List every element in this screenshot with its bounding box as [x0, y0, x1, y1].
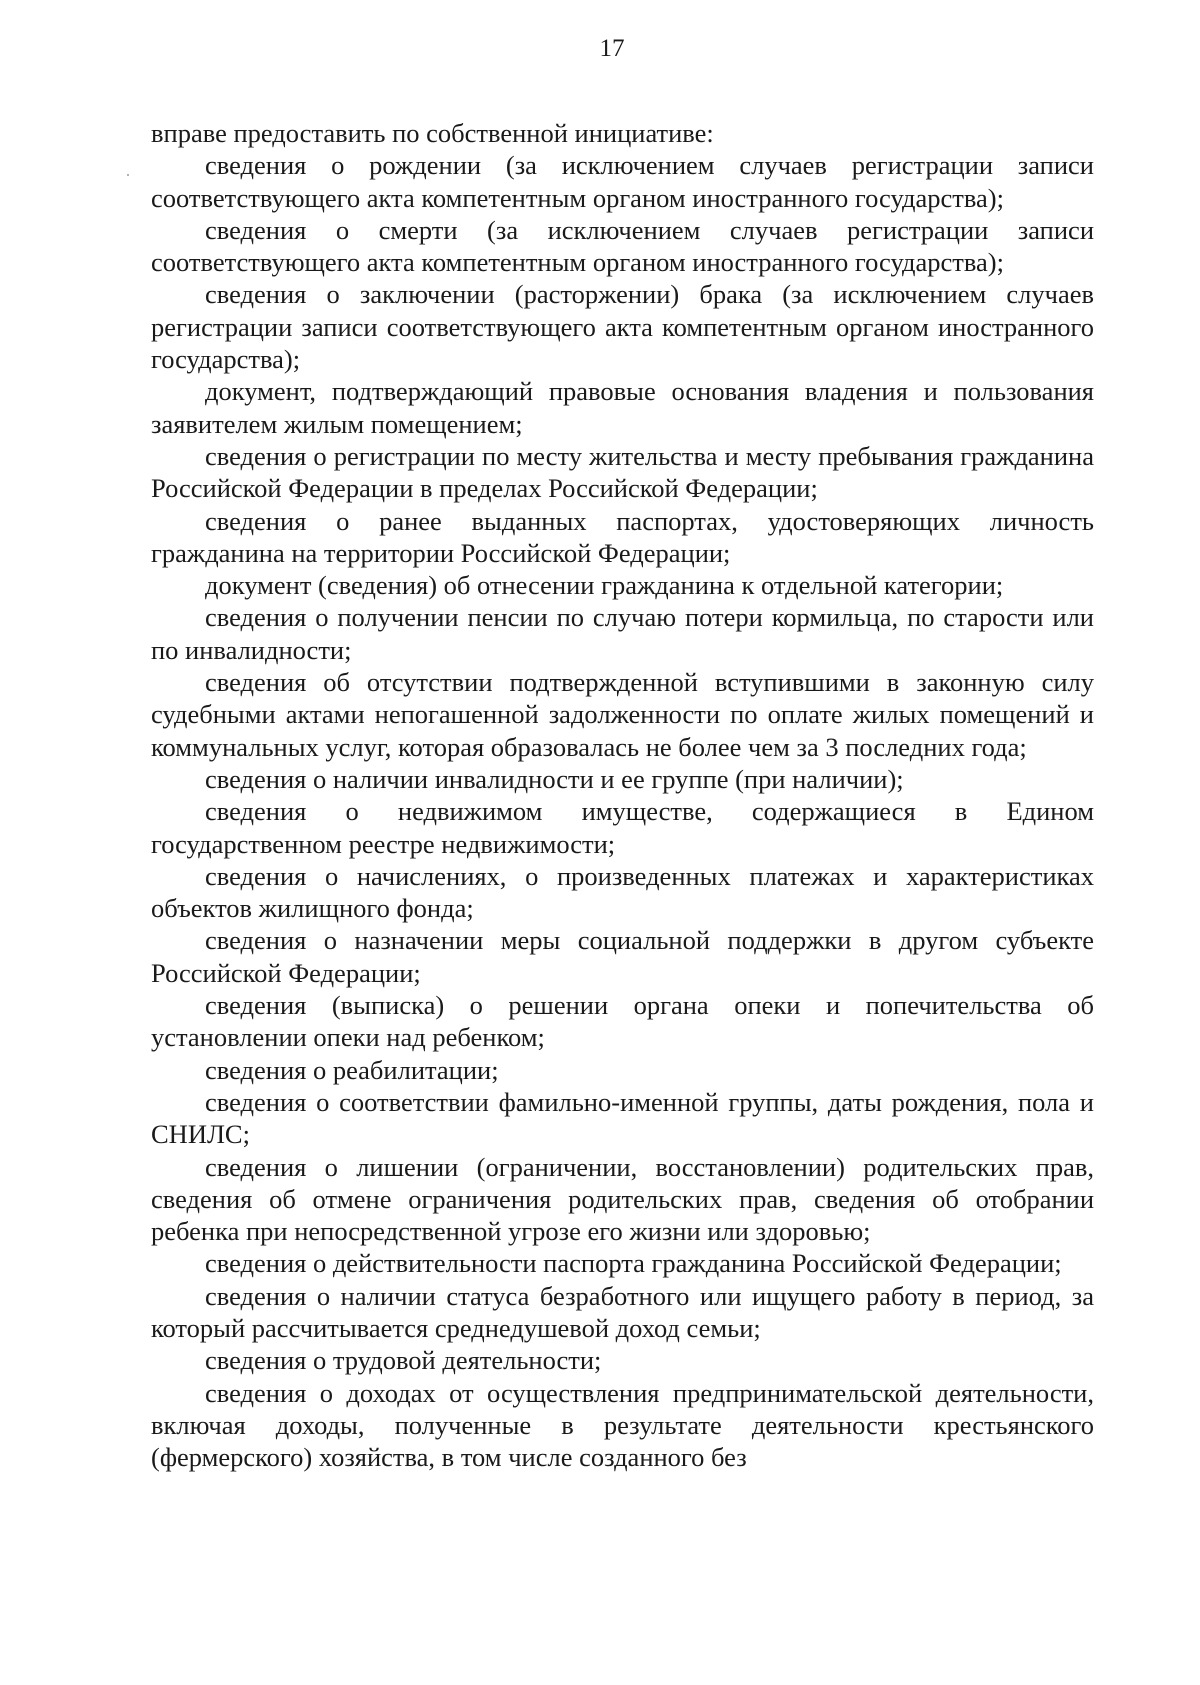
paragraph: сведения о наличии статуса безработного или ищущего работу в период, за который рассчитывается среднедушевой доход семьи;: [151, 1280, 1094, 1343]
paragraph: документ (сведения) об отнесении гражданина к отдельной категории;: [205, 570, 1004, 601]
paragraph: сведения о действительности паспорта гражданина Российской Федерации;: [205, 1248, 1062, 1279]
paragraph: сведения о назначении меры социальной поддержки в другом субъекте Российской Федерации;: [151, 925, 1094, 988]
paragraph: сведения о реабилитации;: [205, 1054, 499, 1085]
scan-artifact: [127, 174, 129, 176]
paragraph: сведения о трудовой деятельности;: [205, 1345, 602, 1376]
paragraph: сведения о лишении (ограничении, восстановлении) родительских прав, сведения об отмене ограничения родительских прав, сведения об отобрании ребенка при непосредственной угрозе его жизни или здоровью;: [151, 1151, 1094, 1247]
paragraph: сведения о наличии инвалидности и ее группе (при наличии);: [205, 763, 904, 794]
paragraph: сведения о заключении (расторжении) брака (за исключением случаев регистрации записи соответствующего акта компетентным органом иностранного государства);: [151, 279, 1094, 375]
paragraph: сведения об отсутствии подтвержденной вступившими в законную силу судебными актами непогашенной задолженности по оплате жилых помещений и коммунальных услуг, которая образовалась не более чем за 3 последних года;: [151, 667, 1094, 762]
paragraph: сведения (выписка) о решении органа опеки и попечительства об установлении опеки над ребенком;: [151, 990, 1094, 1053]
page-number: 17: [599, 35, 625, 62]
paragraph: сведения о рождении (за исключением случаев регистрации записи соответствующего акта компетентным органом иностранного государства);: [151, 150, 1094, 213]
paragraph: сведения о недвижимом имуществе, содержащиеся в Едином государственном реестре недвижимости;: [151, 796, 1094, 859]
paragraph: документ, подтверждающий правовые основания владения и пользования заявителем жилым помещением;: [151, 376, 1094, 439]
paragraph: сведения о соответствии фамильно-именной группы, даты рождения, пола и СНИЛС;: [151, 1086, 1094, 1150]
paragraph: сведения о ранее выданных паспортах, удостоверяющих личность гражданина на территории Российской Федерации;: [151, 505, 1094, 568]
paragraph: сведения о смерти (за исключением случаев регистрации записи соответствующего акта компетентным органом иностранного государства);: [151, 214, 1094, 278]
body-text: [151, 117, 1094, 1473]
paragraph: сведения о получении пенсии по случаю потери кормильца, по старости или по инвалидности;: [151, 602, 1094, 665]
paragraph: сведения о доходах от осуществления предпринимательской деятельности, включая доходы, полученные в результате деятельности крестьянского (фермерского) хозяйства, в том числе созданного без: [151, 1377, 1094, 1473]
paragraph: сведения о начислениях, о произведенных платежах и характеристиках объектов жилищного фонда;: [151, 860, 1094, 924]
paragraph: сведения о регистрации по месту жительства и месту пребывания гражданина Российской Федерации в пределах Российской Федерации;: [151, 440, 1094, 504]
paragraph: вправе предоставить по собственной инициативе:: [151, 118, 714, 148]
